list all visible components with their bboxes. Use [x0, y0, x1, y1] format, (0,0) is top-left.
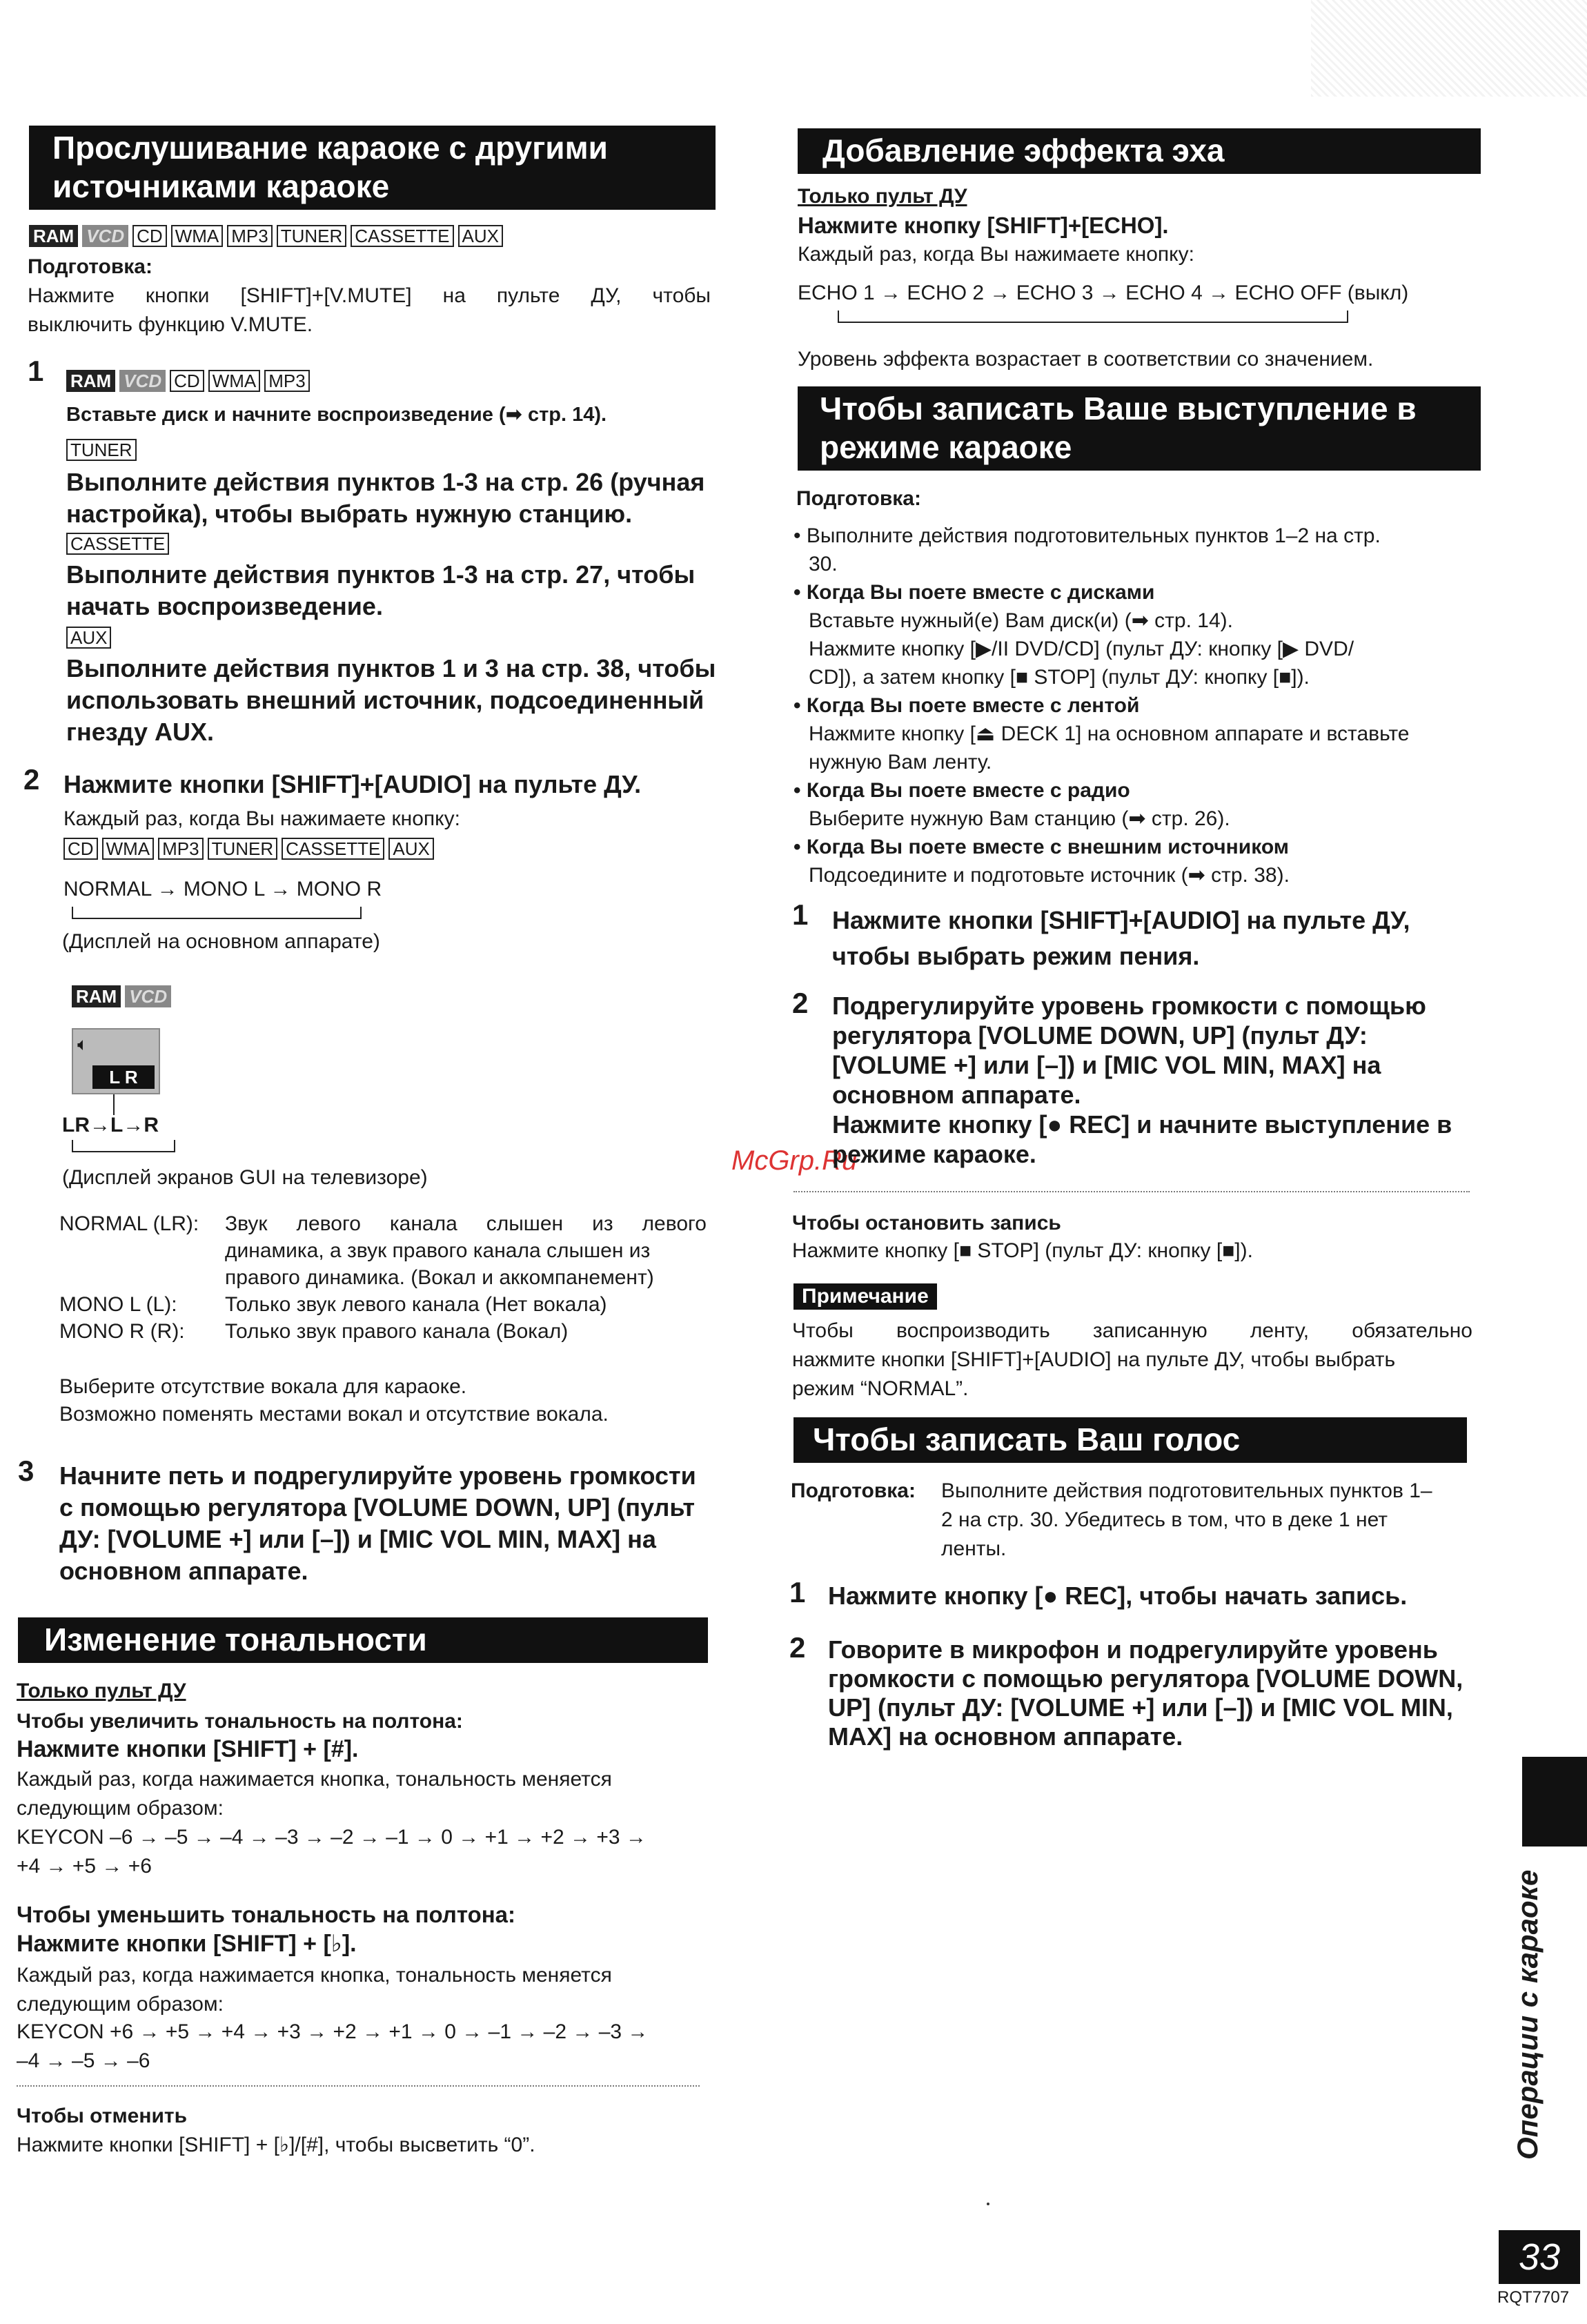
stop-text: Нажмите кнопку [■ STOP] (пульт ДУ: кнопку [■]). [792, 1239, 1253, 1262]
key-up-desc: Каждый раз, когда нажимается кнопка, тональность меняется следующим образом: [17, 1768, 612, 1820]
heading-key-change: Изменение тональности [18, 1617, 708, 1663]
step3-text: Начните петь и подрегулируйте уровень громкости с помощью регулятора [VOLUME DOWN, UP] (пульт ДУ: [VOLUME +] или [–]) и [MIC VOL MIN, MAX] на основном аппарате. [59, 1461, 696, 1585]
key-up-sequence: KEYCON –6 → –5 → –4 → –3 → –2 → –1 → 0 → +1 → +2 → +3 → +4 → +5 → +6 [17, 1826, 647, 1878]
gui-tags: RAM VCD [72, 985, 175, 1007]
cancel-title: Чтобы отменить [17, 2105, 188, 2127]
voice-step-1-text: Нажмите кнопку [● REC], чтобы начать запись. [828, 1582, 1408, 1610]
source-tags: RAM VCD CD WMA MP3 TUNER CASSETTE AUX [29, 225, 507, 247]
record-prep-label: Подготовка: [796, 487, 921, 510]
voice-step-1-number: 1 [789, 1576, 806, 1608]
echo-note: Уровень эффекта возрастает в соответствии со значением. [798, 348, 1374, 371]
mode-note: Выберите отсутствие вокала для караоке. Возможно поменять местами вокал и отсутствие вокала. [59, 1375, 609, 1426]
key-down-press: Нажмите кнопки [SHIFT] + [♭]. [17, 1931, 357, 1957]
heading-echo: Добавление эффекта эха [798, 128, 1481, 174]
step1-insert-disc: Вставьте диск и начните воспроизведение (➡ стр. 14). [66, 404, 607, 426]
cassette-text: Выполните действия пунктов 1-3 на стр. 27, чтобы начать воспроизведение. [66, 560, 696, 620]
speck [987, 2203, 989, 2205]
record-step-2-number: 2 [792, 987, 809, 1019]
gui-display-note: (Дисплей экранов GUI на телевизоре) [62, 1166, 428, 1189]
aux-text: Выполните действия пунктов 1 и 3 на стр. 38, чтобы использовать внешний источник, подсоединенный гнезду AUX. [66, 654, 716, 746]
record-divider [793, 1191, 1470, 1192]
divider [17, 2085, 700, 2087]
step2-sub: Каждый раз, когда Вы нажимаете кнопку: [63, 807, 460, 830]
prep-text: Нажмите кнопки [SHIFT]+[V.MUTE] на пульте ДУ, чтобы выключить функцию V.MUTE. [28, 284, 711, 336]
remote-only-label: Только пульт ДУ [17, 1680, 186, 1702]
tuner-tag: TUNER [66, 439, 141, 461]
step-2-number: 2 [23, 763, 40, 796]
echo-sub: Каждый раз, когда Вы нажимаете кнопку: [798, 243, 1194, 266]
step-1-number: 1 [28, 355, 44, 387]
gui-lr-box: L R [92, 1065, 155, 1089]
step2-sequence: NORMAL → MONO L → MONO R [63, 878, 382, 900]
note-label: Примечание [793, 1283, 937, 1310]
step2-return-arrow [72, 907, 362, 919]
step-3-number: 3 [18, 1455, 34, 1487]
echo-remote-only: Только пульт ДУ [798, 185, 967, 208]
tuner-text: Выполните действия пунктов 1-3 на стр. 26 (ручная настройка), чтобы выбрать нужную станцию. [66, 468, 705, 528]
stop-title: Чтобы остановить запись [792, 1212, 1061, 1234]
heading-karaoke-sources: Прослушивание караоке с другими источниками караоке [29, 126, 716, 210]
sidebar-label: Операции с караоке [1511, 1869, 1544, 2160]
prep-label: Подготовка: [28, 255, 152, 278]
voice-step-2-text: Говорите в микрофон и подрегулируйте уровень громкости с помощью регулятора [VOLUME DOWN, UP] (пульт ДУ: [VOLUME +] или [–]) и [MIC VOL MIN, MAX] на основном аппарате. [828, 1635, 1463, 1751]
heading-record-voice: Чтобы записать Ваш голос [793, 1417, 1467, 1463]
key-up-press: Нажмите кнопки [SHIFT] + [#]. [17, 1736, 359, 1762]
cassette-tag: CASSETTE [66, 533, 173, 555]
record-prep-list: • Выполните действия подготовительных пунктов 1–2 на стр. 30. • Когда Вы поете вместе с дисками Вставьте нужный(е) Вам диск(и) (➡ стр. 14). Нажмите кнопку [▶/II DVD/CD] (пульт ДУ: кнопку [▶ DVD/ CD]), а затем кнопку [■ STOP] (пульт ДУ: кнопку [■]). • Когда Вы поете вместе с лентой Нажмите кнопку [⏏ DECK 1] на основном аппарате и вставьте нужную Вам ленту. • Когда Вы поете вместе с радио Выберите нужную Вам станцию (➡ стр. 26). • Когда Вы поете вместе с внешним источником Подсоедините и подготовьте источник (➡ стр. 38). [793, 522, 1481, 889]
scan-noise [1311, 0, 1587, 97]
note-text: Чтобы воспроизводить записанную ленту, обязательно нажмите кнопки [SHIFT]+[AUDIO] на пульте ДУ, чтобы выбрать режим “NORMAL”. [792, 1319, 1472, 1400]
voice-step-2-number: 2 [789, 1631, 806, 1664]
key-down-title: Чтобы уменьшить тональность на полтона: [17, 1902, 516, 1927]
page-number: 33 [1499, 2230, 1580, 2284]
gui-screen-icon [72, 1028, 160, 1094]
sidebar-tab [1522, 1757, 1587, 1847]
record-step-2-text: Подрегулируйте уровень громкости с помощью регулятора [VOLUME DOWN, UP] (пульт ДУ: [VOLUME +] или [–]) и [MIC VOL MIN, MAX] на основном аппарате. Нажмите кнопку [● REC] и начните выступление в режиме караоке. [832, 992, 1452, 1168]
record-step-1-text: Нажмите кнопки [SHIFT]+[AUDIO] на пульте ДУ, чтобы выбрать режим пения. [832, 906, 1410, 970]
doc-code: RQT7707 [1497, 2288, 1570, 2307]
record-step-1-number: 1 [792, 898, 809, 931]
gui-return-arrow [72, 1140, 175, 1152]
cancel-text: Нажмите кнопки [SHIFT] + [♭]/[#], чтобы высветить “0”. [17, 2134, 535, 2156]
voice-prep-text: Выполните действия подготовительных пунктов 1– 2 на стр. 30. Убедитесь в том, что в деке 1 нет ленты. [941, 1479, 1432, 1560]
step2-tags: CD WMA MP3 TUNER CASSETTE AUX [63, 838, 438, 860]
echo-press: Нажмите кнопку [SHIFT]+[ECHO]. [798, 213, 1169, 238]
speaker-icon: 🔈︎ [77, 1034, 88, 1054]
voice-prep-label: Подготовка: [791, 1479, 916, 1502]
gui-sequence: LR→L→R [62, 1114, 159, 1136]
step1-tags: RAM VCD CD WMA MP3 [66, 370, 314, 392]
echo-return-arrow [838, 311, 1348, 323]
key-down-desc: Каждый раз, когда нажимается кнопка, тональность меняется следующим образом: [17, 1964, 612, 2016]
aux-tag: AUX [66, 627, 115, 649]
step2-display-note: (Дисплей на основном аппарате) [62, 930, 380, 953]
heading-record-performance: Чтобы записать Ваше выступление в режиме караоке [798, 386, 1481, 471]
watermark: McGrp.Ru [731, 1145, 858, 1176]
mode-descriptions: NORMAL (LR): Звук левого канала слышен из левого динамика, а звук правого канала слышен из правого динамика. (Вокал и аккомпанемент) MONO L (L): Только звук левого канала (Нет вокала) MONO R (R): Только звук правого канала (Вокал) [59, 1212, 707, 1343]
key-up-title: Чтобы увеличить тональность на полтона: [17, 1710, 463, 1733]
step2-title: Нажмите кнопки [SHIFT]+[AUDIO] на пульте ДУ. [63, 770, 642, 798]
key-down-sequence: KEYCON +6 → +5 → +4 → +3 → +2 → +1 → 0 → –1 → –2 → –3 → –4 → –5 → –6 [17, 2020, 649, 2072]
echo-sequence: ECHO 1 → ECHO 2 → ECHO 3 → ECHO 4 → ECHO OFF (выкл) [798, 282, 1409, 304]
